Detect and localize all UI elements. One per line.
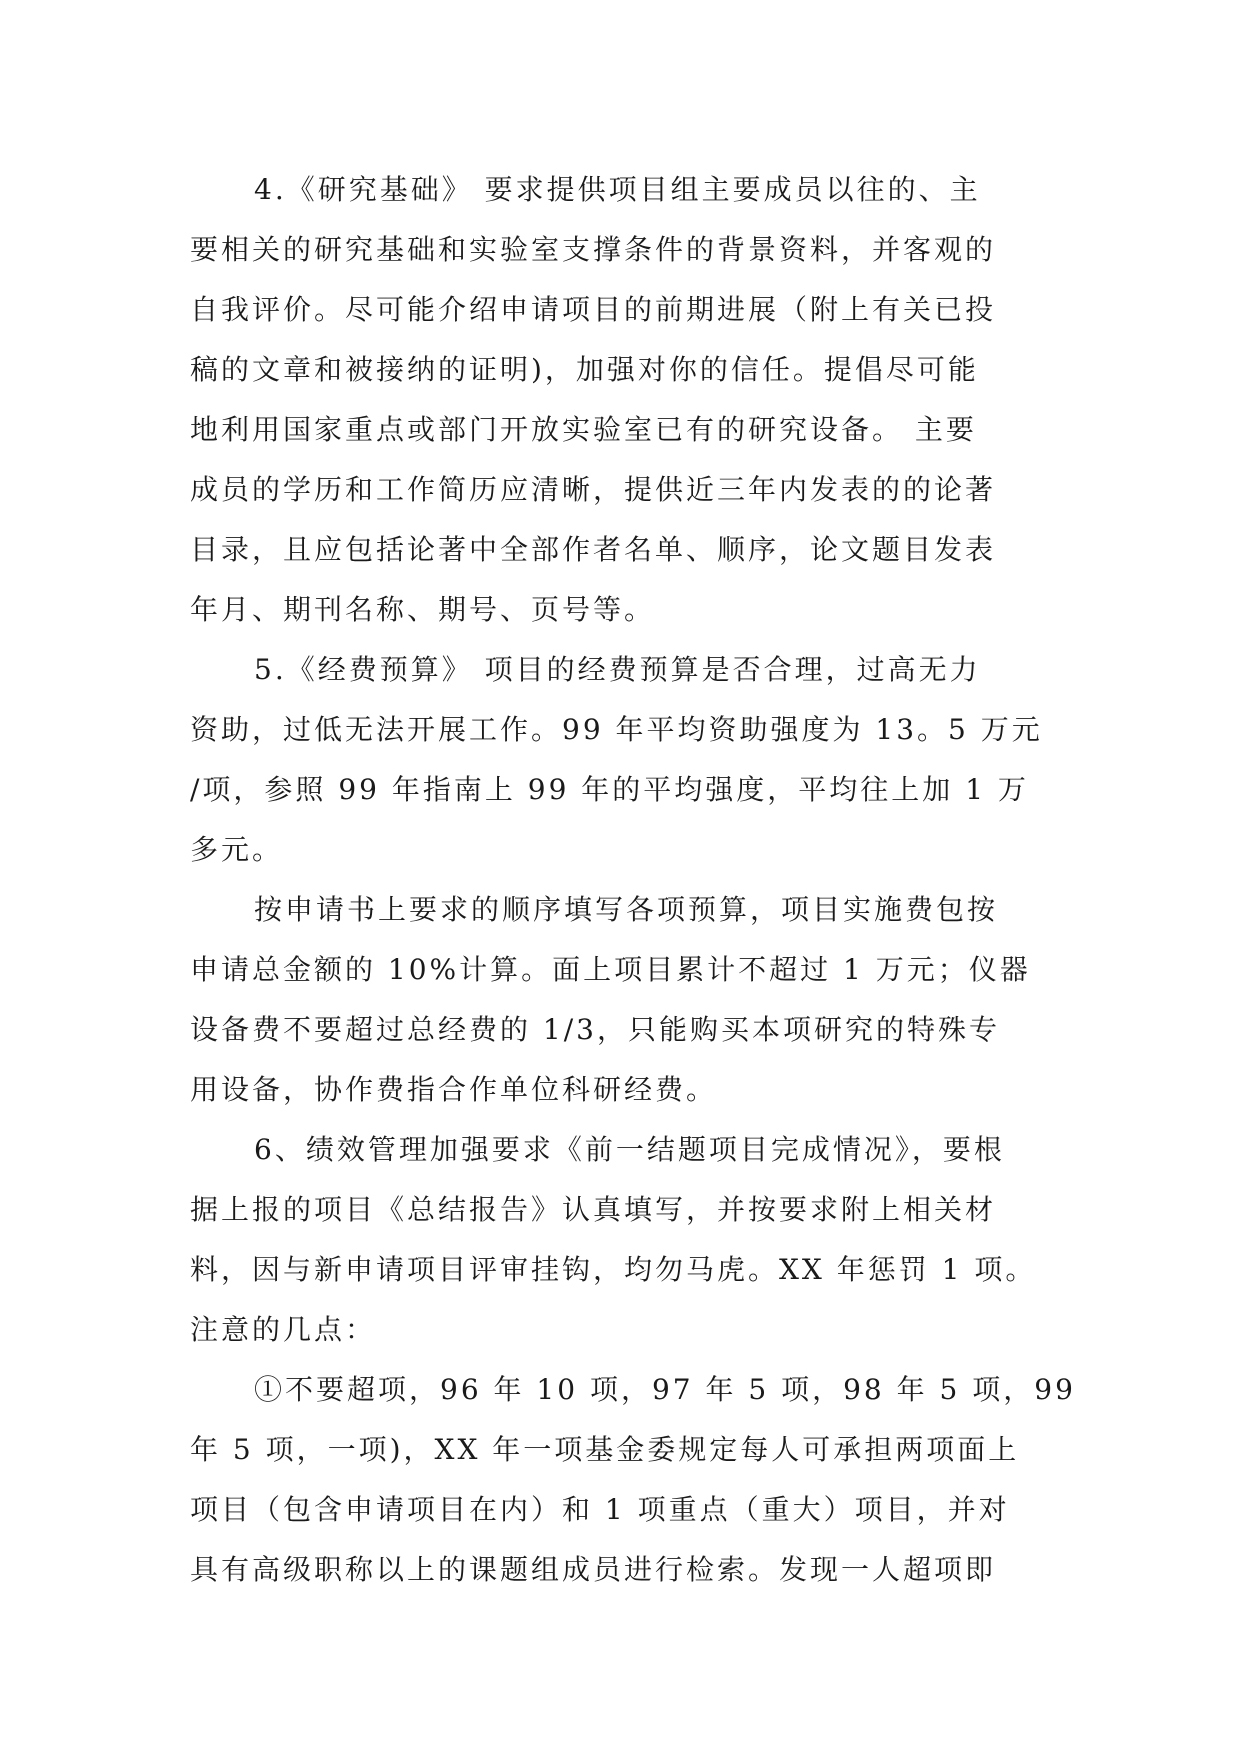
paragraph-line: 设备费不要超过总经费的 1/3，只能购买本项研究的特殊专	[190, 1013, 1000, 1046]
paragraph-line: 5.《经费预算》 项目的经费预算是否合理，过高无力	[254, 653, 981, 686]
paragraph-line: 用设备，协作费指合作单位科研经费。	[190, 1073, 718, 1106]
paragraph-line: 多元。	[190, 833, 284, 866]
paragraph-line: /项，参照 99 年指南上 99 年的平均强度，平均往上加 1 万	[190, 773, 1029, 806]
paragraph-line: 年月、期刊名称、期号、页号等。	[190, 593, 656, 626]
document-body	[190, 160, 1076, 1600]
paragraph-line: 4.《研究基础》 要求提供项目组主要成员以往的、主	[254, 173, 981, 206]
paragraph-line: 自我评价。尽可能介绍申请项目的前期进展（附上有关已投	[190, 293, 997, 326]
paragraph-line: 目录，且应包括论著中全部作者名单、顺序，论文题目发表	[190, 533, 997, 566]
paragraph-line: ①不要超项，96 年 10 项，97 年 5 项，98 年 5 项，99	[254, 1373, 1076, 1406]
paragraph-line: 申请总金额的 10%计算。面上项目累计不超过 1 万元；仪器	[190, 953, 1031, 986]
paragraph-line: 据上报的项目《总结报告》认真填写，并按要求附上相关材	[190, 1193, 997, 1226]
paragraph-line: 注意的几点：	[190, 1313, 377, 1346]
paragraph-line: 项目（包含申请项目在内）和 1 项重点（重大）项目，并对	[190, 1493, 1010, 1526]
paragraph-line: 具有高级职称以上的课题组成员进行检索。发现一人超项即	[190, 1553, 997, 1586]
paragraph-line: 资助，过低无法开展工作。99 年平均资助强度为 13。5 万元	[190, 713, 1043, 746]
paragraph-line: 年 5 项，一项)，XX 年一项基金委规定每人可承担两项面上	[190, 1433, 1020, 1466]
paragraph-line: 料，因与新申请项目评审挂钩，均勿马虎。XX 年惩罚 1 项。	[190, 1253, 1037, 1286]
paragraph-line: 要相关的研究基础和实验室支撑条件的背景资料，并客观的	[190, 233, 997, 266]
paragraph-line: 稿的文章和被接纳的证明)，加强对你的信任。提倡尽可能	[190, 353, 979, 386]
paragraph-line: 按申请书上要求的顺序填写各项预算，项目实施费包按	[254, 893, 999, 926]
paragraph-line: 6、绩效管理加强要求《前一结题项目完成情况》，要根	[254, 1133, 1005, 1166]
paragraph-line: 地利用国家重点或部门开放实验室已有的研究设备。 主要	[190, 413, 977, 446]
paragraph-line: 成员的学历和工作简历应清晰，提供近三年内发表的的论著	[190, 473, 997, 506]
